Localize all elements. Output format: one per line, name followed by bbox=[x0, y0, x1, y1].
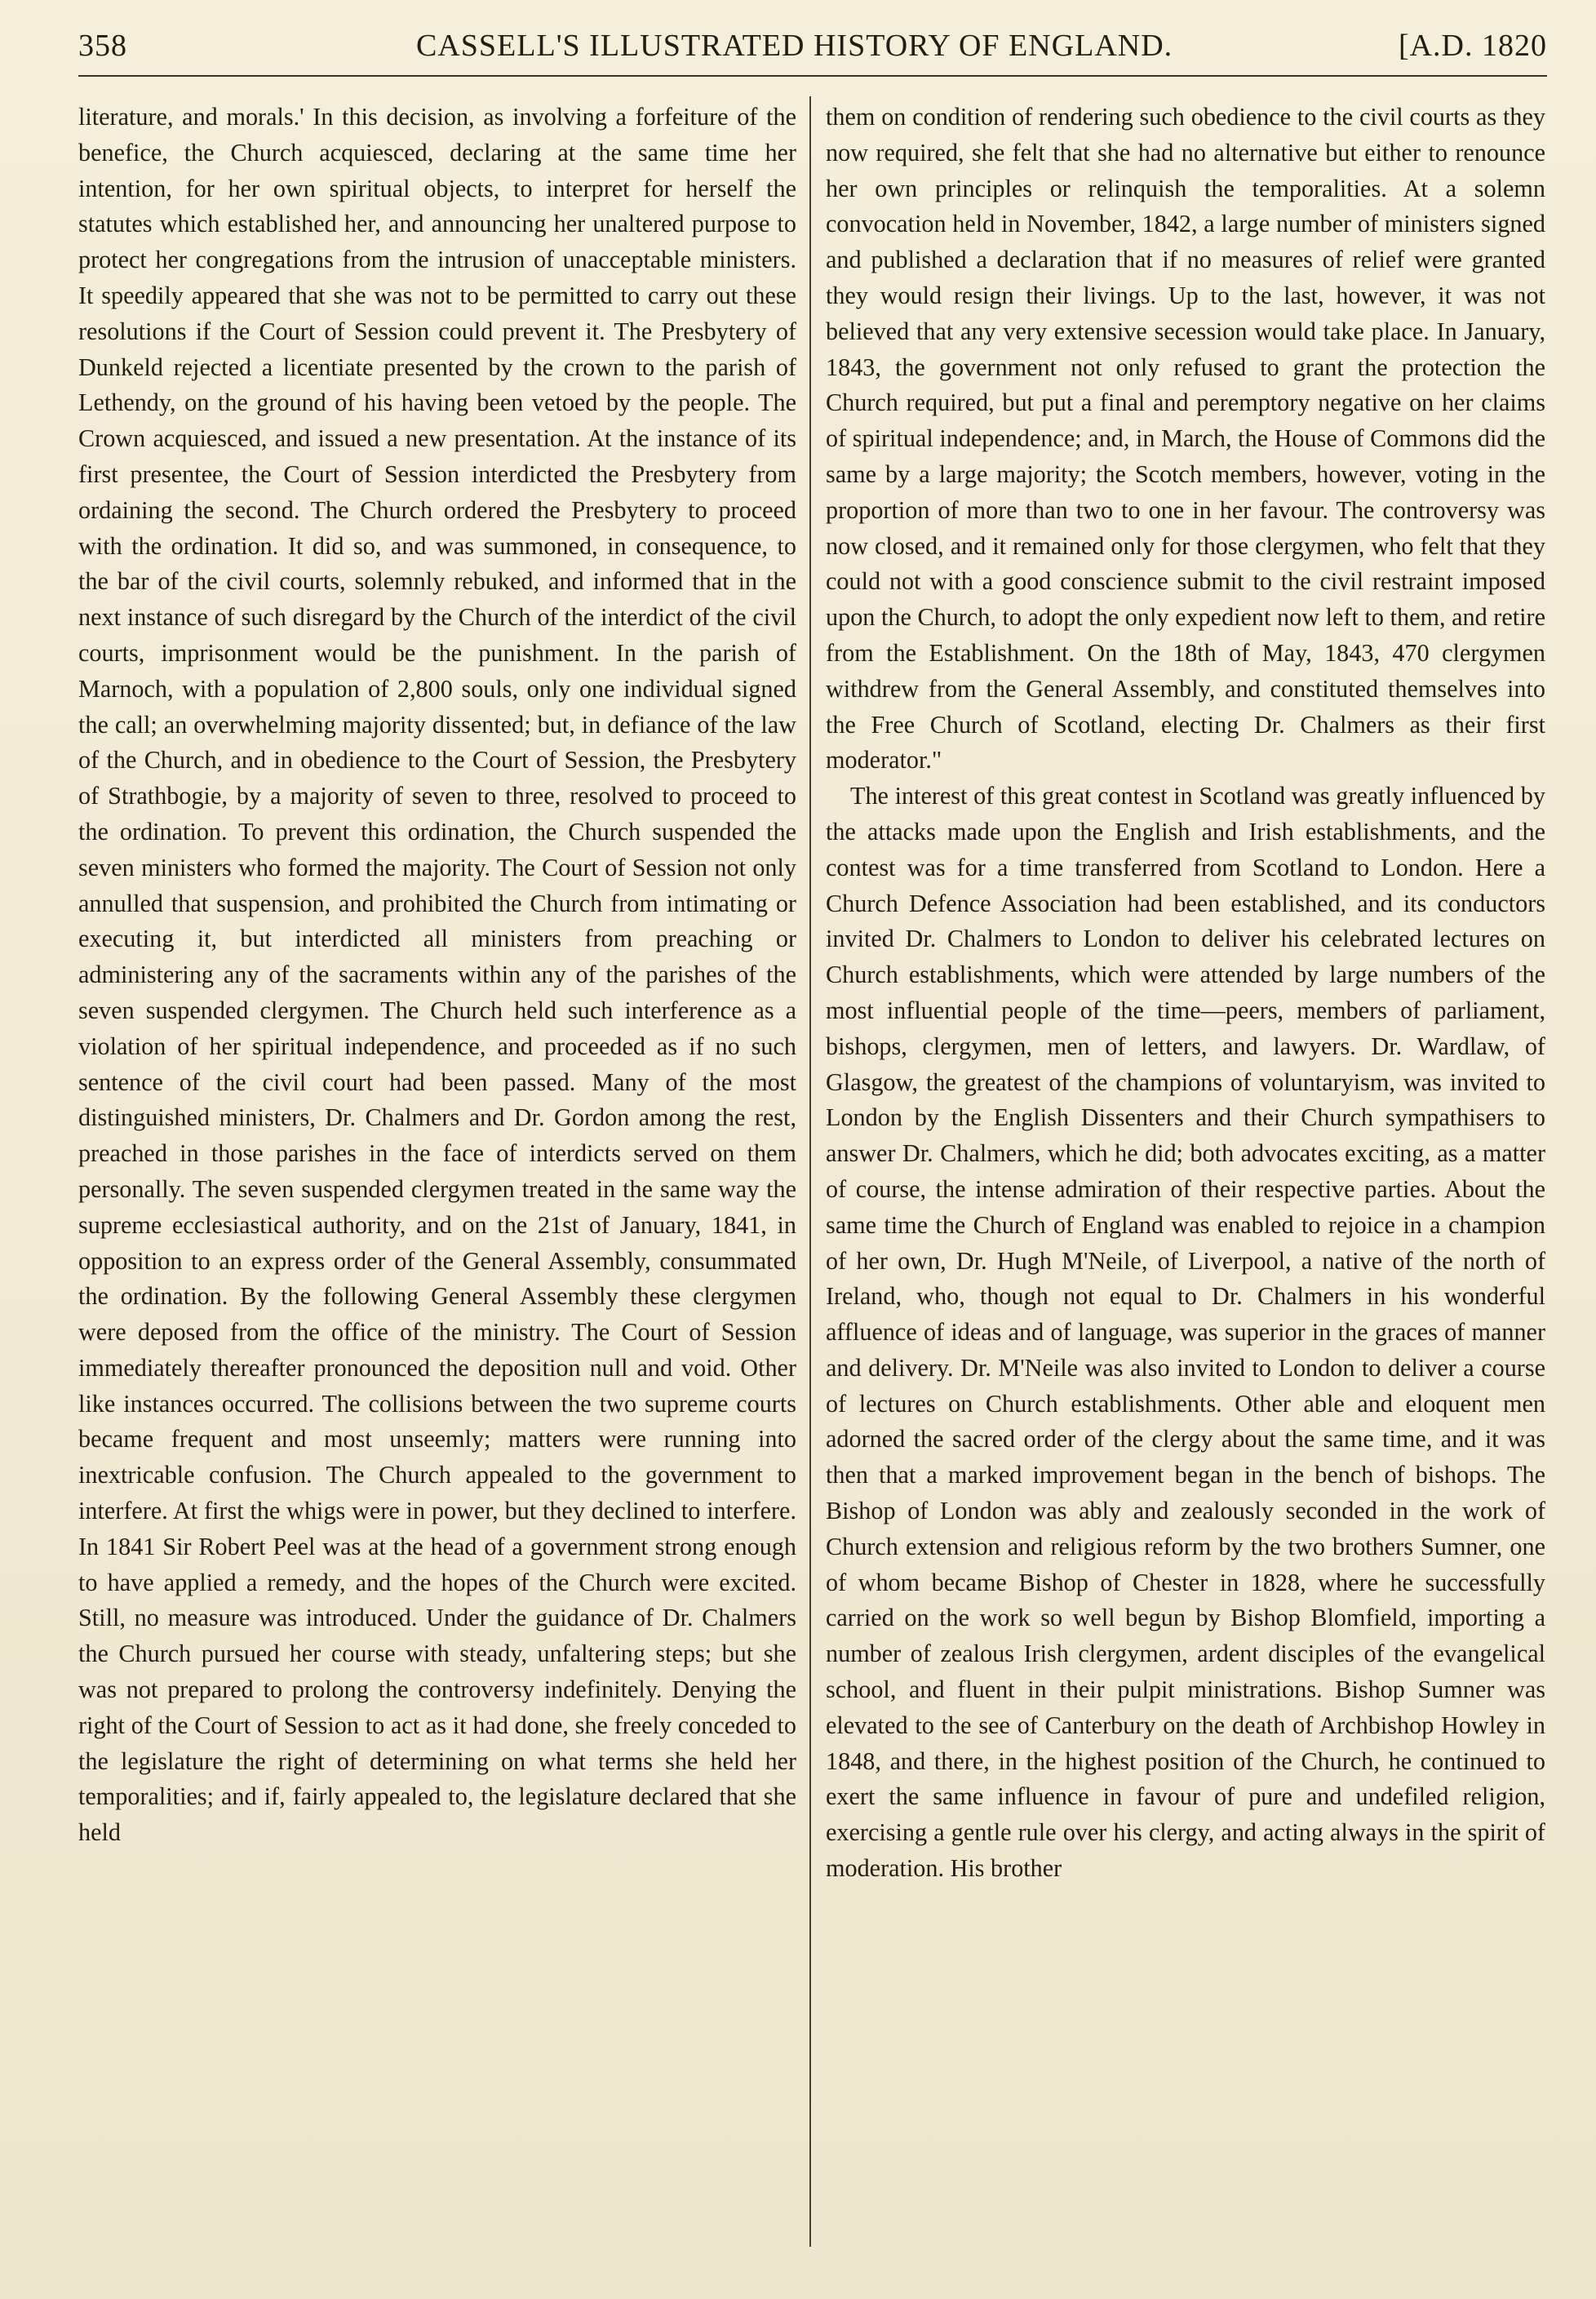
date-label: [A.D. 1820 bbox=[1398, 29, 1547, 63]
page-header bbox=[78, 28, 1547, 77]
right-column bbox=[826, 100, 1545, 1887]
right-paragraph-2: The interest of this great contest in Scotland was greatly influenced by the attacks made upon the English and Irish establishments, and the contest was for a time transferred from Scotland to London. Here a Church Defence Association had been established, and its conductors invited Dr. Chalmers to London to deliver his celebrated lectures on Church establishments, which were attended by large numbers of the most influential people of the time—peers, members of parliament, bishops, clergymen, men of letters, and lawyers. Dr. Wardlaw, of Glasgow, the greatest of the champions of voluntaryism, was invited to London by the English Dissenters and their Church sympathisers to answer Dr. Chalmers, which he did; both advocates exciting, as a matter of course, the intense admiration of their respective parties. About the same time the Church of England was enabled to rejoice in a champion of her own, Dr. Hugh M'Neile, of Liverpool, a native of the north of Ireland, who, though not equal to Dr. Chalmers in his wonderful affluence of ideas and of language, was superior in the graces of manner and delivery. Dr. M'Neile was also invited to London to deliver a course of lectures on Church establishments. Other able and eloquent men adorned the sacred order of the clergy about the same time, and it was then that a marked improvement began in the bench of bishops. The Bishop of London was ably and zealously seconded in the work of Church extension and religious reform by the two brothers Sumner, one of whom became Bishop of Chester in 1828, where he successfully carried on the work so well begun by Bishop Blomfield, importing a number of zealous Irish clergymen, ardent disciples of the evangelical school, and fluent in their pulpit ministrations. Bishop Sumner was elevated to the see of Canterbury on the death of Archbishop Howley in 1848, and there, in the highest position of the Church, he continued to exert the same influence in favour of pure and undefiled religion, exercising a gentle rule over his clergy, and acting always in the spirit of moderation. His brother bbox=[826, 782, 1545, 1883]
right-paragraph-1: them on condition of rendering such obedience to the civil courts as they now required, she felt that she had no alternative but either to renounce her own principles or relinquish the temporalities. At a solemn convocation held in November, 1842, a large number of ministers signed and published a declaration that if no measures of relief were granted they would resign their livings. Up to the last, however, it was not believed that any very extensive secession would take place. In January, 1843, the government not only refused to grant the protection the Church required, but put a final and peremptory negative on her claims of spiritual independence; and, in March, the House of Commons did the same by a large majority; the Scotch members, however, voting in the proportion of more than two to one in her favour. The controversy was now closed, and it remained only for those clergymen, who felt that they could not with a good conscience submit to the civil restraint imposed upon the Church, to adopt the only expedient now left to them, and retire from the Establishment. On the 18th of May, 1843, 470 clergymen withdrew from the General Assembly, and constituted themselves into the Free Church of Scotland, electing Dr. Chalmers as their first moderator." bbox=[826, 103, 1545, 774]
column-divider bbox=[809, 96, 811, 2247]
page-number: 358 bbox=[78, 29, 127, 63]
header-rule bbox=[78, 75, 1547, 77]
left-paragraph-1: literature, and morals.' In this decision, as involving a forfeiture of the benefice, the Church acquiesced, declaring at the same time her intention, for her own spiritual objects, to interpret for herself the statutes which established her, and announcing her unaltered purpose to protect her congregations from the intrusion of unacceptable ministers. It speedily appeared that she was not to be permitted to carry out these resolutions if the Court of Session could prevent it. The Presbytery of Dunkeld rejected a licentiate presented by the crown to the parish of Lethendy, on the ground of his having been vetoed by the people. The Crown acquiesced, and issued a new presentation. At the instance of its first presentee, the Court of Session interdicted the Presbytery from ordaining the second. The Church ordered the Presbytery to proceed with the ordination. It did so, and was summoned, in consequence, to the bar of the civil courts, solemnly rebuked, and informed that in the next instance of such disregard by the Church of the interdict of the civil courts, imprisonment would be the punishment. In the parish of Marnoch, with a population of 2,800 souls, only one individual signed the call; an overwhelming majority dissented; but, in defiance of the law of the Church, and in obedience to the Court of Session, the Presbytery of Strathbogie, by a majority of seven to three, resolved to proceed to the ordination. To prevent this ordination, the Church suspended the seven ministers who formed the majority. The Court of Session not only annulled that suspension, and prohibited the Church from intimating or executing it, but interdicted all ministers from preaching or administering any of the sacraments within any of the parishes of the seven suspended clergymen. The Church held such interference as a violation of her spiritual independence, and proceeded as if no such sentence of the civil court had been passed. Many of the most distinguished ministers, Dr. Chalmers and Dr. Gordon among the rest, preached in those parishes in the face of interdicts served on them personally. The seven suspended clergymen treated in the same way the supreme ecclesiastical authority, and on the 21st of January, 1841, in opposition to an express order of the General Assembly, consummated the ordination. By the following General Assembly these clergymen were deposed from the office of the ministry. The Court of Session immediately thereafter pronounced the deposition null and void. Other like instances occurred. The collisions between the two supreme courts became frequent and most unseemly; matters were running into inextricable confusion. The Church appealed to the government to interfere. At first the whigs were in power, but they declined to interfere. In 1841 Sir Robert Peel was at the head of a government strong enough to have applied a remedy, and the hopes of the Church were excited. Still, no measure was introduced. Under the guidance of Dr. Chalmers the Church pursued her course with steady, unfaltering steps; but she was not prepared to prolong the controversy indefinitely. Denying the right of the Court of Session to act as it had done, she freely conceded to the legislature the right of determining on what terms she held her temporalities; and if, fairly appealed to, the legislature declared that she held bbox=[78, 103, 796, 1847]
left-column bbox=[78, 100, 796, 1851]
running-title: CASSELL'S ILLUSTRATED HISTORY OF ENGLAND. bbox=[416, 29, 1173, 63]
